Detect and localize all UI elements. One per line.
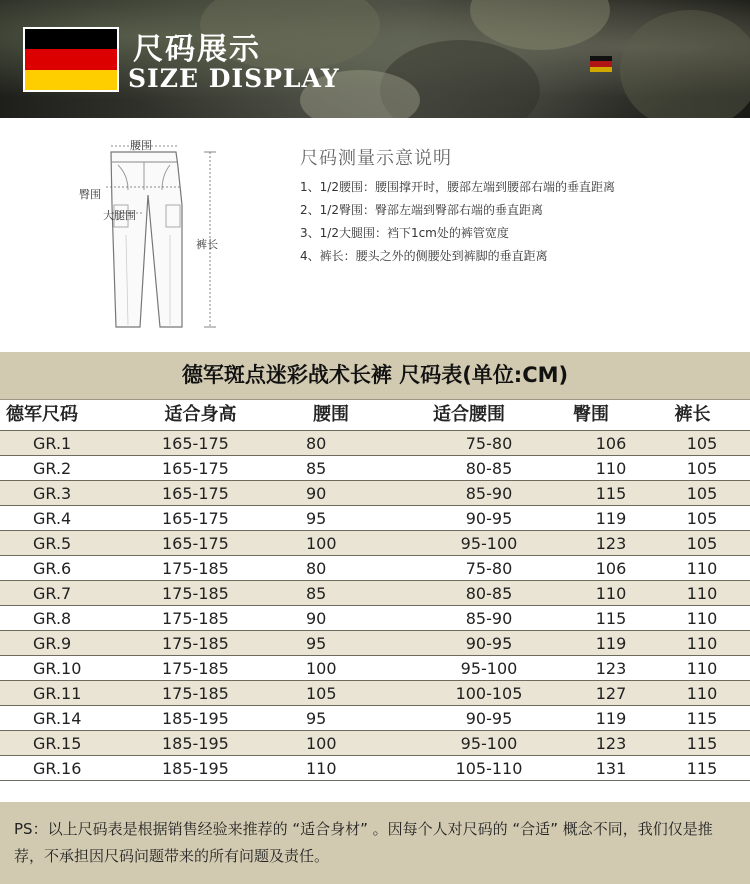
- table-row: [0, 456, 750, 481]
- cell-hip: 123: [595, 534, 627, 553]
- cell-length: 105: [686, 434, 718, 453]
- cell-height: 175-185: [162, 659, 229, 678]
- size-table: [0, 352, 750, 781]
- flag-stripe-red: [25, 49, 117, 69]
- cell-size: GR.7: [33, 584, 72, 603]
- cell-waist: 105: [306, 684, 337, 703]
- header-length: 裤长: [674, 404, 711, 425]
- table-row: [0, 731, 750, 756]
- cell-height: 165-175: [162, 484, 229, 503]
- header-size: 德军尺码: [6, 404, 78, 425]
- cell-hip: 123: [595, 659, 627, 678]
- cell-length: 110: [686, 684, 718, 703]
- cell-height: 175-185: [162, 584, 229, 603]
- cell-fit-waist: 75-80: [465, 434, 513, 453]
- cell-fit-waist: 95-100: [460, 534, 518, 553]
- waist-label: 腰围: [130, 139, 152, 152]
- cell-waist: 100: [306, 734, 337, 753]
- cell-height: 165-175: [162, 434, 229, 453]
- cell-waist: 85: [306, 584, 327, 603]
- cell-size: GR.4: [33, 509, 72, 528]
- cell-length: 110: [686, 634, 718, 653]
- cell-waist: 80: [306, 559, 327, 578]
- cell-fit-waist: 90-95: [465, 709, 513, 728]
- cell-hip: 106: [595, 559, 627, 578]
- disclaimer-box: [0, 802, 750, 884]
- cell-length: 110: [686, 559, 718, 578]
- cell-size: GR.16: [33, 759, 82, 778]
- measurement-guide-title: 尺码测量示意说明: [300, 148, 452, 169]
- cell-waist: 85: [306, 459, 327, 478]
- table-row: [0, 656, 750, 681]
- cell-hip: 123: [595, 734, 627, 753]
- table-row: [0, 606, 750, 631]
- camo-blob: [470, 0, 610, 50]
- cell-hip: 110: [595, 459, 627, 478]
- cell-hip: 115: [595, 484, 627, 503]
- cell-fit-waist: 100-105: [455, 684, 523, 703]
- cell-size: GR.5: [33, 534, 72, 553]
- cell-fit-waist: 95-100: [460, 659, 518, 678]
- table-row: [0, 506, 750, 531]
- patch-stripe: [590, 67, 612, 72]
- table-row: [0, 681, 750, 706]
- cell-size: GR.1: [33, 434, 72, 453]
- cell-length: 105: [686, 534, 718, 553]
- cell-height: 165-175: [162, 459, 229, 478]
- table-row: [0, 531, 750, 556]
- cell-waist: 90: [306, 609, 327, 628]
- cell-fit-waist: 85-90: [465, 609, 513, 628]
- cell-waist: 95: [306, 634, 327, 653]
- table-row: [0, 706, 750, 731]
- cell-fit-waist: 105-110: [455, 759, 523, 778]
- cell-size: GR.14: [33, 709, 82, 728]
- cell-height: 165-175: [162, 534, 229, 553]
- cell-hip: 115: [595, 609, 627, 628]
- cell-length: 115: [686, 709, 718, 728]
- cell-height: 185-195: [162, 709, 229, 728]
- cell-height: 175-185: [162, 634, 229, 653]
- flag-patch-icon: [590, 56, 612, 72]
- cell-length: 105: [686, 484, 718, 503]
- cell-hip: 110: [595, 584, 627, 603]
- cell-length: 110: [686, 609, 718, 628]
- cell-fit-waist: 90-95: [465, 634, 513, 653]
- cell-size: GR.6: [33, 559, 72, 578]
- camo-blob: [620, 10, 750, 118]
- table-title: 德军斑点迷彩战术长裤 尺码表(单位:CM): [0, 352, 750, 400]
- guide-item: 2、1/2臀围：臀部左端到臀部右端的垂直距离: [300, 203, 543, 217]
- cell-length: 105: [686, 509, 718, 528]
- header-waist: 腰围: [313, 404, 349, 425]
- cell-length: 115: [686, 759, 718, 778]
- cell-fit-waist: 80-85: [465, 459, 513, 478]
- cell-size: GR.8: [33, 609, 72, 628]
- cell-height: 185-195: [162, 734, 229, 753]
- cell-size: GR.15: [33, 734, 82, 753]
- hip-label: 臀围: [79, 188, 101, 201]
- cell-hip: 106: [595, 434, 627, 453]
- flag-stripe-gold: [25, 70, 117, 90]
- cell-hip: 131: [595, 759, 627, 778]
- german-flag-icon: [23, 27, 119, 92]
- cell-fit-waist: 85-90: [465, 484, 513, 503]
- cell-size: GR.2: [33, 459, 72, 478]
- cell-height: 175-185: [162, 559, 229, 578]
- table-row: [0, 431, 750, 456]
- cell-waist: 100: [306, 534, 337, 553]
- table-row: [0, 481, 750, 506]
- cell-size: GR.11: [33, 684, 82, 703]
- banner-title-cn: 尺码展示: [133, 32, 261, 67]
- table-row: [0, 581, 750, 606]
- header-fit-waist: 适合腰围: [433, 404, 505, 425]
- length-label: 裤长: [196, 238, 218, 251]
- cell-waist: 90: [306, 484, 327, 503]
- cell-length: 115: [686, 734, 718, 753]
- cell-size: GR.10: [33, 659, 82, 678]
- cell-length: 110: [686, 659, 718, 678]
- cell-hip: 127: [595, 684, 627, 703]
- table-row: [0, 756, 750, 781]
- cell-waist: 80: [306, 434, 327, 453]
- guide-item: 1、1/2腰围：腰围撑开时，腰部左端到腰部右端的垂直距离: [300, 180, 615, 194]
- cell-waist: 95: [306, 509, 327, 528]
- table-row: [0, 556, 750, 581]
- header-hip: 臀围: [573, 404, 609, 425]
- cell-hip: 119: [595, 634, 627, 653]
- cell-waist: 110: [306, 759, 337, 778]
- cell-height: 175-185: [162, 609, 229, 628]
- pants-measurement-diagram: [78, 135, 228, 340]
- guide-item: 3、1/2大腿围：裆下1cm处的裤管宽度: [300, 226, 509, 240]
- header-height: 适合身高: [164, 404, 237, 425]
- size-display-banner: [0, 0, 750, 118]
- cell-hip: 119: [595, 509, 627, 528]
- table-header-row: [0, 400, 750, 431]
- cell-height: 185-195: [162, 759, 229, 778]
- cell-fit-waist: 75-80: [465, 559, 513, 578]
- guide-item: 4、裤长：腰头之外的侧腰处到裤脚的垂直距离: [300, 249, 548, 263]
- cell-height: 165-175: [162, 509, 229, 528]
- thigh-label: 大腿围: [103, 209, 136, 222]
- flag-stripe-black: [25, 29, 117, 49]
- cell-fit-waist: 80-85: [465, 584, 513, 603]
- cell-length: 110: [686, 584, 718, 603]
- disclaimer-text: PS：以上尺码表是根据销售经验来推荐的 “适合身材” 。因每个人对尺码的 “合适” 概念不同，我们仅是推荐，不承担因尺码问题带来的所有问题及责任。: [14, 820, 713, 865]
- cell-length: 105: [686, 459, 718, 478]
- cell-size: GR.3: [33, 484, 72, 503]
- banner-title-en: SIZE DISPLAY: [128, 64, 340, 93]
- cell-height: 175-185: [162, 684, 229, 703]
- cell-fit-waist: 95-100: [460, 734, 518, 753]
- cell-fit-waist: 90-95: [465, 509, 513, 528]
- table-row: [0, 631, 750, 656]
- cell-waist: 100: [306, 659, 337, 678]
- cell-hip: 119: [595, 709, 627, 728]
- cell-waist: 95: [306, 709, 327, 728]
- table-body: [0, 431, 750, 781]
- cell-size: GR.9: [33, 634, 72, 653]
